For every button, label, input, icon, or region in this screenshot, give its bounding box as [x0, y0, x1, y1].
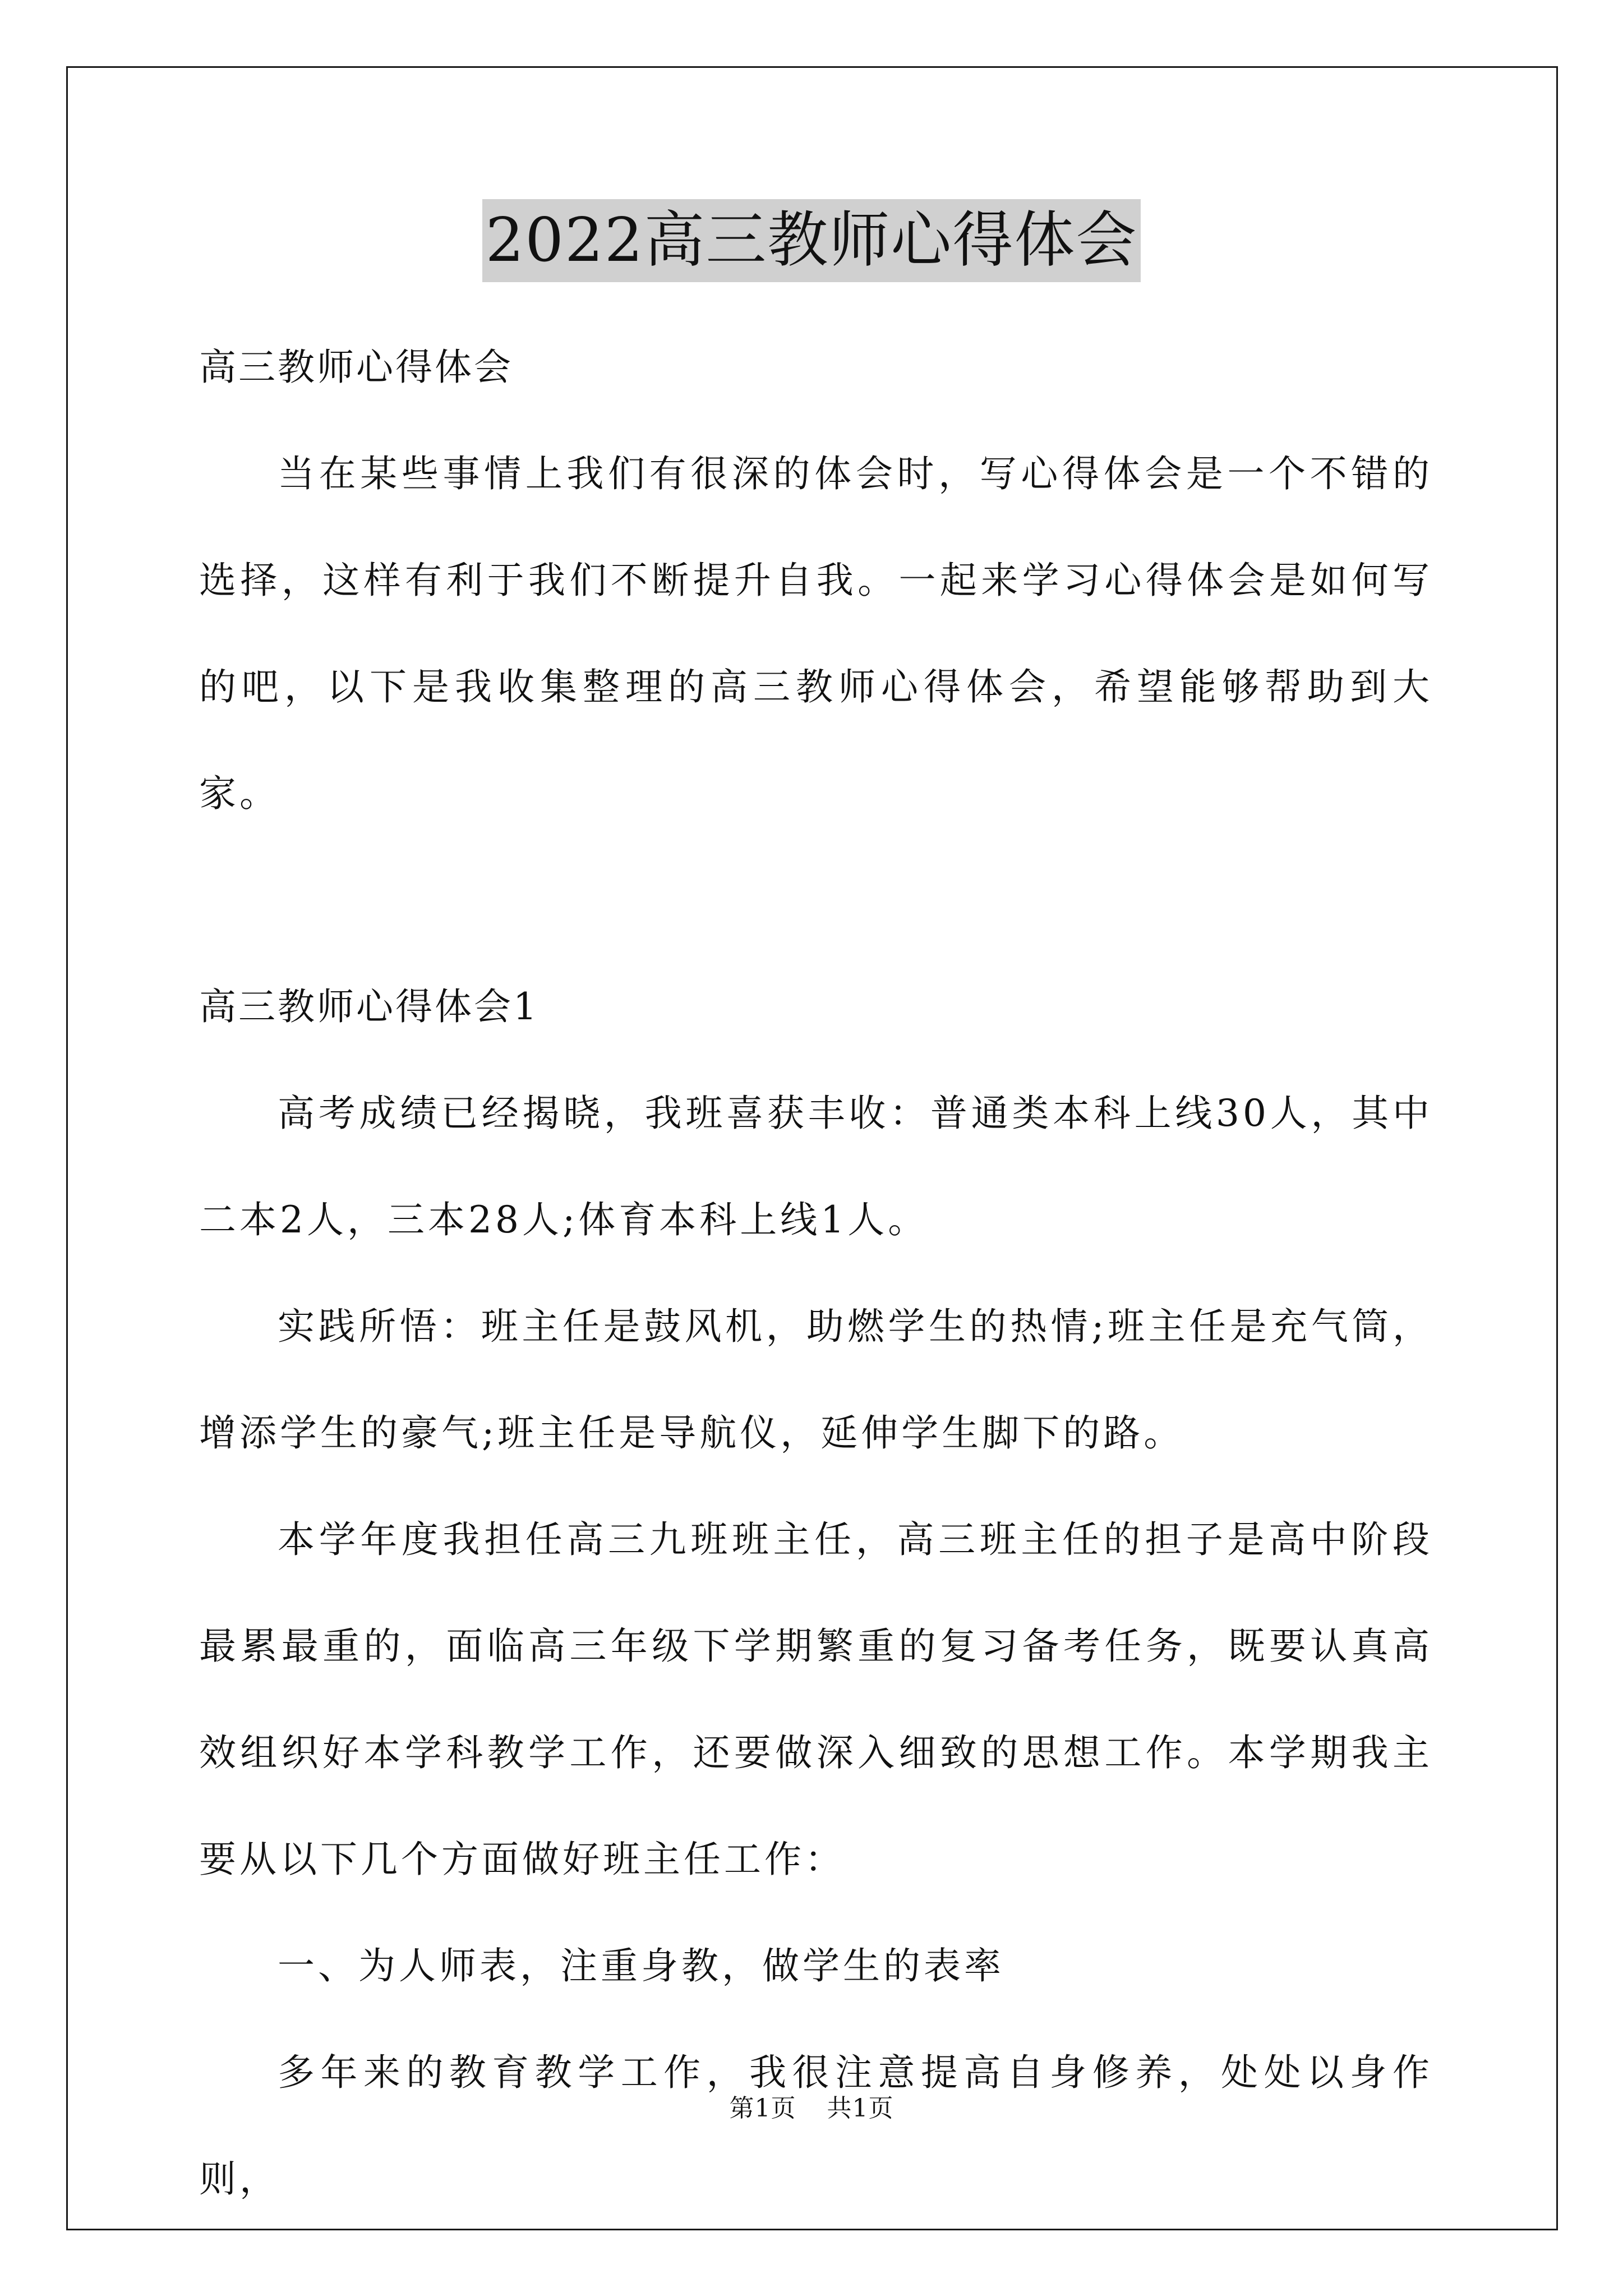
paragraph-example: 多年来的教育教学工作，我很注意提高自身修养，处处以身作则，: [199, 2051, 1433, 2201]
paragraph-role: 本学年度我担任高三九班班主任，高三班主任的担子是高中阶段最累最重的，面临高三年级下学期繁重的复习备考任务，既要认真高效组织好本学科教学工作，还要做深入细致的思想工作。本学期我主要从以下几个方面做好班主任工作：: [199, 1518, 1433, 1881]
page-number: 第1页: [729, 2094, 796, 2123]
document-body: [199, 314, 1433, 2233]
section-spacer: [199, 847, 1433, 954]
point-heading-1: 一、为人师表，注重身教，做学生的表率: [278, 1944, 1004, 1987]
paragraph-results: 高考成绩已经揭晓，我班喜获丰收：普通类本科上线30人，其中二本2人，三本28人;体育本科上线1人。: [199, 1092, 1433, 1241]
title-container: [0, 199, 1623, 282]
document-title: 2022高三教师心得体会: [482, 199, 1141, 282]
document-subtitle: 高三教师心得体会: [199, 346, 513, 389]
page-total: 共1页: [827, 2094, 894, 2123]
section-heading: 高三教师心得体会1: [199, 985, 539, 1028]
intro-paragraph: 当在某些事情上我们有很深的体会时，写心得体会是一个不错的选择，这样有利于我们不断提升自我。一起来学习心得体会是如何写的吧，以下是我收集整理的高三教师心得体会，希望能够帮助到大家。: [199, 452, 1433, 815]
paragraph-insights: 实践所悟：班主任是鼓风机，助燃学生的热情;班主任是充气筒，增添学生的豪气;班主任是导航仪，延伸学生脚下的路。: [199, 1305, 1433, 1455]
page-footer: [0, 2088, 1623, 2124]
